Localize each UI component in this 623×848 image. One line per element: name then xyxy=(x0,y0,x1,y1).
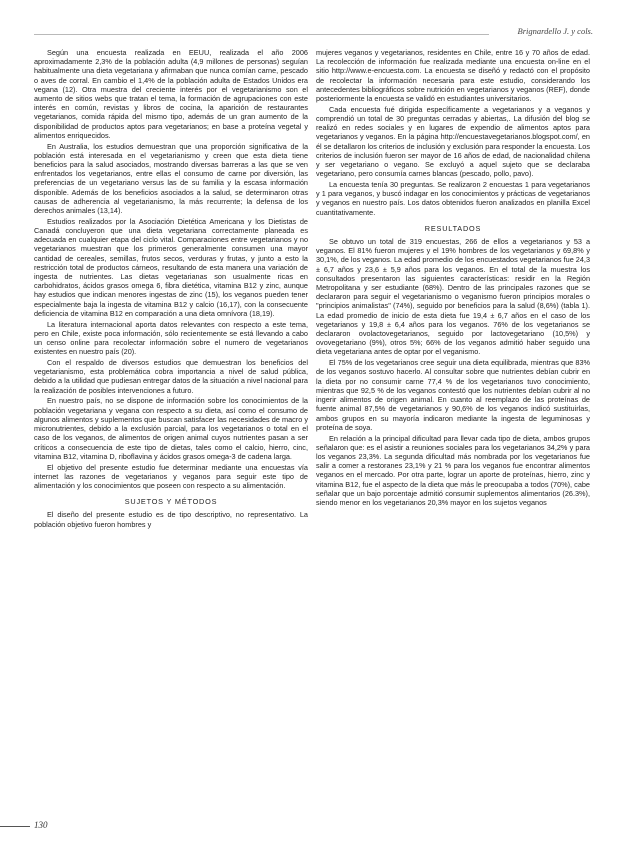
running-head: Brignardello J. y cols. xyxy=(517,26,593,36)
header-rule xyxy=(34,34,489,35)
intro-paragraph-5: Con el respaldo de diversos estudios que demuestran los beneficios del vegetarianismo, esta problemática cobra importancia a nivel de salud pública, debido a la utilidad que pudiesan entregar datos de la situación a nivel nacional para la realización de posibles intervenciones a futuro. xyxy=(34,358,308,395)
intro-paragraph-6: En nuestro país, no se dispone de información sobre los conocimientos de la población vegetariana y vegana con respecto a su dieta, así como el consumo de algunos alimentos y suplementos que buscan satisfacer las necesidades de macro y micronutrientes, debido a la exclusión parcial, para los vegetarianos o total en el caso de los veganos, de alimentos de origen animal cuyos nutrientes pasan a ser críticos a consecuencia de este tipo de dietas, tales como el calcio, hierro, cinc, vitamina B12, vitamina D, riboflavina y ácidos grasos omega-3 de cadena larga. xyxy=(34,396,308,461)
methods-paragraph-1-continued: mujeres veganos y vegetarianos, residentes en Chile, entre 16 y 70 años de edad. La recolección de información fue realizada mediante una encuesta on-line en el sitio http://www.e-encuesta.com. La encuesta se diseñó y redactó con el propósito de recolectar la información necesaria para este estudio, considerando los antecedentes bibliográficos sobre nutrición en vegetarianos y veganos (REF), donde posteriormente la encuesta se validó en estudiantes universitarios. xyxy=(316,48,590,104)
intro-paragraph-2: En Australia, los estudios demuestran que una proporción significativa de la población está interesada en el vegetarianismo y creen que esta dieta tiene beneficios para la salud asociados, mostrando diversas barreras a las que se ven enfrentados los vegetarianos, entre ellas el consumo de carne por diversión, las preferencias de un vegetariano versus las de su familia y la escasa información disponible. Además de los beneficios asociados a la salud, se determinaron otras causas de adherencia al vegetarianismo, la más recurrente; la defensa de los derechos animales (13,14). xyxy=(34,141,308,216)
results-paragraph-3: En relación a la principal dificultad para llevar cada tipo de dieta, ambos grupos señalaron que: es el asistir a reuniones sociales para los vegetarianos 34,2% y para los veganos 23,3%. La segunda dificultad más nombrada por los vegetarianos fue salir a comer a restoranes 23,1% y 21 % para los veganos fue encontrar alimentos veganos en el mercado. Por otra parte, lograr un aporte de proteínas, hierro, zinc y vitamina B12, fue el aspecto de la dieta que más le preocupaba a todos (70%), cabe señalar que un bajo porcentaje admitió consumir suplementos alimentarios (26.3%), siendo menor en los vegetarianos 20,3% mayor en los sujetos veganos xyxy=(316,433,590,507)
page-number: 130 xyxy=(34,820,48,830)
intro-paragraph-3: Estudios realizados por la Asociación Dietética Americana y los Dietistas de Canadá concluyeron que una dieta vegetariana correctamente planeada es adecuada en cualquier etapa del ciclo vital. Comparaciones entre vegetarianos y no vegetarianos muestran que los primeros generalmente consumen una mayor cantidad de cereales, semillas, frutos secos, verduras y frutas, y junto a esto la restricción total de productos cárneos, resultando de esta manera una variación de ingesta de nutrientes. Las dietas vegetarianas son usualmente ricas en carbohidratos, ácidos grasos omega 6, fibra dietética, vitamina B12 y zinc, aunque hay estudios que indican menores ingestas de zinc (15), los veganos pueden tener especialmente baja la ingesta de vitamina B12 y calcio (16,17), con la consecuente deficiencia de vitamina B12 en comparación a una dieta omnívora (18,19). xyxy=(34,216,308,318)
intro-paragraph-4: La literatura internacional aporta datos relevantes con respecto a este tema, pero en Chile, existe poca información, sólo recientemente se está llevando a cabo un censo online para recolectar información sobre el numero de vegetarianos existentes en nuestro país (20). xyxy=(34,319,308,357)
methods-paragraph-1: El diseño del presente estudio es de tipo descriptivo, no representativo. La población objetivo fueron hombres y xyxy=(34,510,308,529)
results-paragraph-1: Se obtuvo un total de 319 encuestas, 266 de ellos a vegetarianos y 53 a veganos. El 81% fueron mujeres y el 19% hombres de los vegetarianos y 69,8% y 30,1%, de los veganos. La edad promedio de los encuestados vegetarianos fue 24,3 ± 6,7 años y 23,6 ± 5,9 años para los veganos. En el total de la muestra los consultados presentaron las siguientes características: residir en la Región Metropolitana y ser estudiante (68%). Dentro de las principales razones que se declararon para seguir el vegetarianismo o veganismo fueron principios morales o "principios animalistas" (74%), seguido por beneficios para la salud (8,6%) (tabla 1). La edad promedio de inicio de esta dieta fue 19,4 ± 6,7 años en el caso de los vegetarianos y 19,8 ± 6,4 años para los veganos. 76% de los vegetarianos se declararon ovolactovegetarianos, seguido por lactovegetariano (10,5%) y ovovegetariano (9%), otros 5%; 66% de los veganos admitió haber seguido una dieta vegetariana antes de optar por el veganismo. xyxy=(316,237,590,357)
methods-paragraph-2: Cada encuesta fué dirigida específicamente a vegetarianos y a veganos y comprendió un total de 30 preguntas cerradas y abiertas,. La difusión del blog se realizó en redes sociales y en lugares de expendio de alimentos aptos para vegetarianos y veganos. En la página http://encuestavegetarianos.blogspot.com/, en él se detallaron los criterios de inclusión y exclusión para responder la encuesta. Los criterios de inclusión fueron ser mayor de 16 años de edad, de nacionalidad chilena y ser vegetariano o vegano. Se excluyó a aquel sujeto que se declaraba vegetariano, pero consumía carnes blancas (pescado, pollo, pavo). xyxy=(316,104,590,179)
left-column xyxy=(34,48,308,530)
footer-rule xyxy=(0,826,30,827)
results-paragraph-2: El 75% de los vegetarianos cree seguir una dieta equilibrada, mientras que 83% de los veganos sostuvo hacerlo. Al consultar sobre que nutrientes debían cubrir en la dieta por no consumir carne 77,4 % de los vegetarianos tuvo conocimiento, mientras que 92,5 % de los veganos contestó que los nutrientes debían cubrir al no ingerir alimentos de origen animal. En cuanto al reemplazo de las proteínas de fuente animal 87,5% de vegetarianos y 90,6% de los veganos indicó sustituirlas, ambos grupos en su mayoría indicaron mediante la ingesta de leguminosas y proteína de soya. xyxy=(316,358,590,432)
methods-paragraph-3: La encuesta tenía 30 preguntas. Se realizaron 2 encuestas 1 para vegetarianos y 1 para veganos, y buscó indagar en los conocimientos y prácticas de vegetarianos y veganos en nuestro país. Los datos obtenidos fueron analizados en planilla Excel cuantitativamente. xyxy=(316,180,590,217)
intro-paragraph-1: Según una encuesta realizada en EEUU, realizada el año 2006 aproximadamente 2,3% de la población adulta (4,9 millones de personas) seguían habitualmente una dieta vegetariana y afirmaban que nunca comían carne, pescado o aves de corral. En cambio el 1,4% de la población adulta de Estados Unidos era vegana (12). Otra muestra del creciente interés por el vegetarianismo son el aumento de sitios webs que tratan el tema, la formación de agrupaciones con este interés en común, revistas y libros de cocina, la aparición de restaurantes vegetarianos, comida rápida del mismo tipo, además de un gran aumento de la disponibilidad de productos aptos para vegetarianos; en base a proteína vegetal y alimentos enriquecidos. xyxy=(34,48,308,140)
methods-heading: SUJETOS Y MÉTODOS xyxy=(124,497,218,507)
results-heading: RESULTADOS xyxy=(424,223,482,233)
objective-paragraph: El objetivo del presente estudio fue determinar mediante una encuestas vía internet las razones de vegetarianos y veganos para seguir este tipo de alimentación y los conocimientos que poseen con respecto a su alimentación. xyxy=(34,462,308,490)
right-column xyxy=(316,48,590,509)
